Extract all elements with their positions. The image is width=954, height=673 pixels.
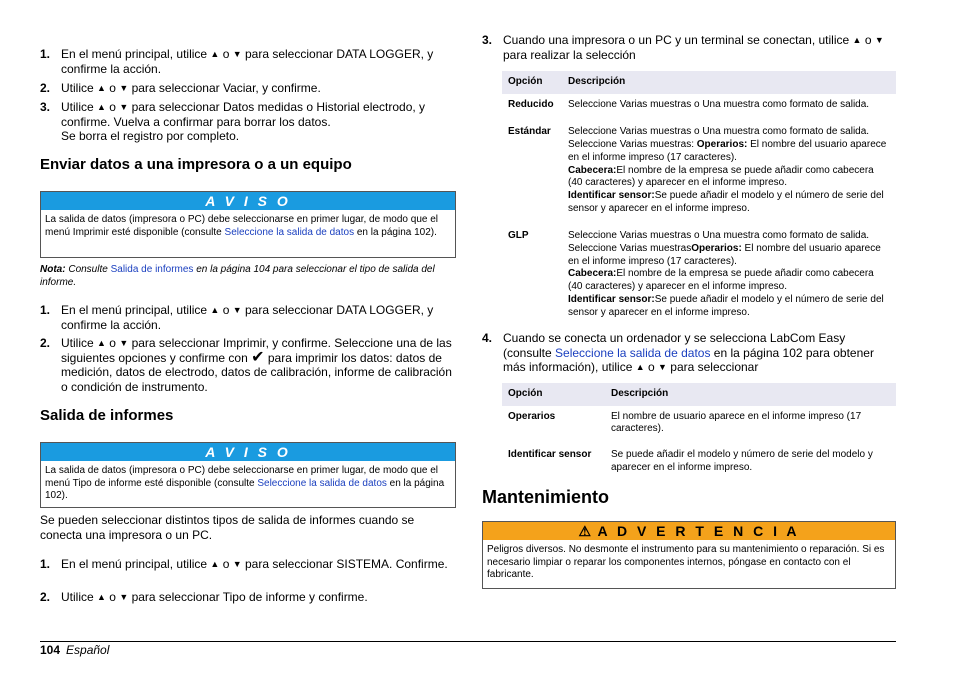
table-row: GLP Seleccione Varias muestras o Una muestra como formato de salida. Seleccione Varias muestrasOperarios: El nombre del usuario aparece en el informe impreso (17 caracteres). Cabecera:El nombre de la empresa se puede añadir como cabecera (40 caracteres) y aparecer en el informe impreso. Identificar sensor:Se puede añadir el modelo y el número de serie del sensor y aparecer en el informe impreso. xyxy=(508,230,884,318)
step-a3: 3. Utilice ▲ o ▼ para seleccionar Datos medidas o Historial electrodo, y confirme. Vuelva a confirmar para borrar los datos. Se borra el registro por completo. xyxy=(40,100,426,143)
arrow-up-icon: ▲ xyxy=(210,49,220,59)
arrow-up-icon: ▲ xyxy=(97,592,106,602)
warning-text: Peligros diversos. No desmonte el instrumento para su mantenimiento o reparación. Si es necesario limpiar o reparar los componentes internos, póngase en contacto con el fabricante. xyxy=(487,544,885,580)
warning-title: A D V E R T E N C I A xyxy=(597,523,800,539)
aviso-text: La salida de datos (impresora o PC) debe seleccionarse en primer lugar, de modo que el menú Tipo de informe esté disponible (consulte Seleccione la salida de datos en la página 102). xyxy=(45,465,445,501)
arrow-down-icon: ▼ xyxy=(232,305,242,315)
link-seleccione-salida[interactable]: Seleccione la salida de datos xyxy=(257,477,387,489)
table-header-row xyxy=(502,71,896,94)
report-format-table xyxy=(502,71,896,322)
step-4: 4. Cuando se conecta un ordenador y se selecciona LabCom Easy (consulte Seleccione la salida de datos en la página 102 para obtener más información), utilice ▲ o ▼ para seleccionar xyxy=(482,331,874,374)
arrow-down-icon: ▼ xyxy=(658,362,667,372)
arrow-up-icon: ▲ xyxy=(635,362,645,372)
arrow-down-icon: ▼ xyxy=(119,102,129,112)
heading-send-data: Enviar datos a una impresora o a un equipo xyxy=(40,156,352,173)
arrow-down-icon: ▼ xyxy=(232,559,242,569)
col-header-description: Descripción xyxy=(562,71,896,94)
labcom-options-table xyxy=(502,383,896,478)
arrow-up-icon: ▲ xyxy=(97,338,106,348)
aviso-title: A V I S O xyxy=(41,443,455,461)
arrow-down-icon: ▼ xyxy=(119,83,129,93)
table-row: Estándar Seleccione Varias muestras o Una muestra como formato de salida. Seleccione Varias muestras: Operarios: El nombre del usuario aparece en el informe impreso (17 caracteres). Cabecera:El nombre de la empresa se puede añadir como cabecera (40 caracteres) y aparecer en el informe impreso. Identificar sensor:Se puede añadir el modelo y el número de serie del sensor y aparecer en el informe impreso. xyxy=(508,126,887,214)
arrow-up-icon: ▲ xyxy=(97,83,106,93)
table-header-row xyxy=(502,383,896,406)
arrow-up-icon: ▲ xyxy=(210,305,220,315)
arrow-up-icon: ▲ xyxy=(210,559,220,569)
aviso-box-1 xyxy=(40,191,456,258)
aviso-box-2 xyxy=(40,442,456,508)
step-a1: 1. En el menú principal, utilice ▲ o ▼ para seleccionar DATA LOGGER, y confirme la acción. xyxy=(40,47,434,76)
arrow-down-icon: ▼ xyxy=(874,35,884,45)
step-b1: 1. En el menú principal, utilice ▲ o ▼ para seleccionar DATA LOGGER, y confirme la acción. xyxy=(40,303,434,332)
arrow-down-icon: ▼ xyxy=(232,49,242,59)
step-c2: 2. Utilice ▲ o ▼ para seleccionar Tipo de informe y confirme. xyxy=(40,590,368,604)
col-header-option: Opción xyxy=(502,383,605,406)
footer-divider xyxy=(40,641,896,642)
aviso-text: La salida de datos (impresora o PC) debe seleccionarse en primer lugar, de modo que el menú Imprimir esté disponible (consulte Seleccione la salida de datos en la página 102). xyxy=(45,214,438,238)
note: Nota: Consulte Salida de informes en la página 104 para seleccionar el tipo de salida del informe. xyxy=(40,264,435,288)
check-icon: ✔ xyxy=(251,348,265,366)
warning-triangle-icon: ⚠ xyxy=(578,523,592,539)
table-row: Operarios El nombre de usuario aparece en el informe impreso (17 caracteres). xyxy=(508,410,862,435)
link-seleccione-salida[interactable]: Seleccione la salida de datos xyxy=(224,226,355,238)
table-row: Reducido Seleccione Varias muestras o Una muestra como formato de salida. xyxy=(508,98,870,110)
step-3: 3. Cuando una impresora o un PC y un terminal se conectan, utilice ▲ o ▼ para realizar la selección xyxy=(482,33,884,62)
reports-paragraph: Se pueden seleccionar distintos tipos de salida de informes cuando se conecta una impresora o un PC. xyxy=(40,513,415,542)
arrow-up-icon: ▲ xyxy=(97,102,106,112)
table-row: Identificar sensor Se puede añadir el modelo y número de serie del modelo y aparecer en el informe impreso. xyxy=(508,449,873,473)
arrow-down-icon: ▼ xyxy=(119,592,129,602)
heading-maintenance: Mantenimiento xyxy=(482,487,610,507)
step-b2: 2. Utilice ▲ o ▼ para seleccionar Imprimir, y confirme. Seleccione una de las siguientes opciones y confirme con ✔ para imprimir los datos: datos de medición, datos de electrodo, datos de calibración, informe de calibración o condición de instrumento. xyxy=(40,336,452,394)
col-header-description: Descripción xyxy=(605,383,896,406)
heading-reports: Salida de informes xyxy=(40,407,174,424)
footer xyxy=(40,643,109,658)
link-seleccione-salida[interactable]: Seleccione la salida de datos xyxy=(555,345,711,360)
step-c1: 1. En el menú principal, utilice ▲ o ▼ para seleccionar SISTEMA. Confirme. xyxy=(40,557,448,571)
aviso-title: A V I S O xyxy=(41,192,455,210)
col-header-option: Opción xyxy=(502,71,562,94)
warning-box xyxy=(482,521,896,589)
arrow-up-icon: ▲ xyxy=(852,35,862,45)
footer-language: Español xyxy=(66,643,110,657)
page-number: 104 xyxy=(40,643,61,657)
link-salida-informes[interactable]: Salida de informes xyxy=(110,264,194,275)
step-a2: 2. Utilice ▲ o ▼ para seleccionar Vaciar, y confirme. xyxy=(40,81,321,95)
arrow-down-icon: ▼ xyxy=(119,338,129,348)
